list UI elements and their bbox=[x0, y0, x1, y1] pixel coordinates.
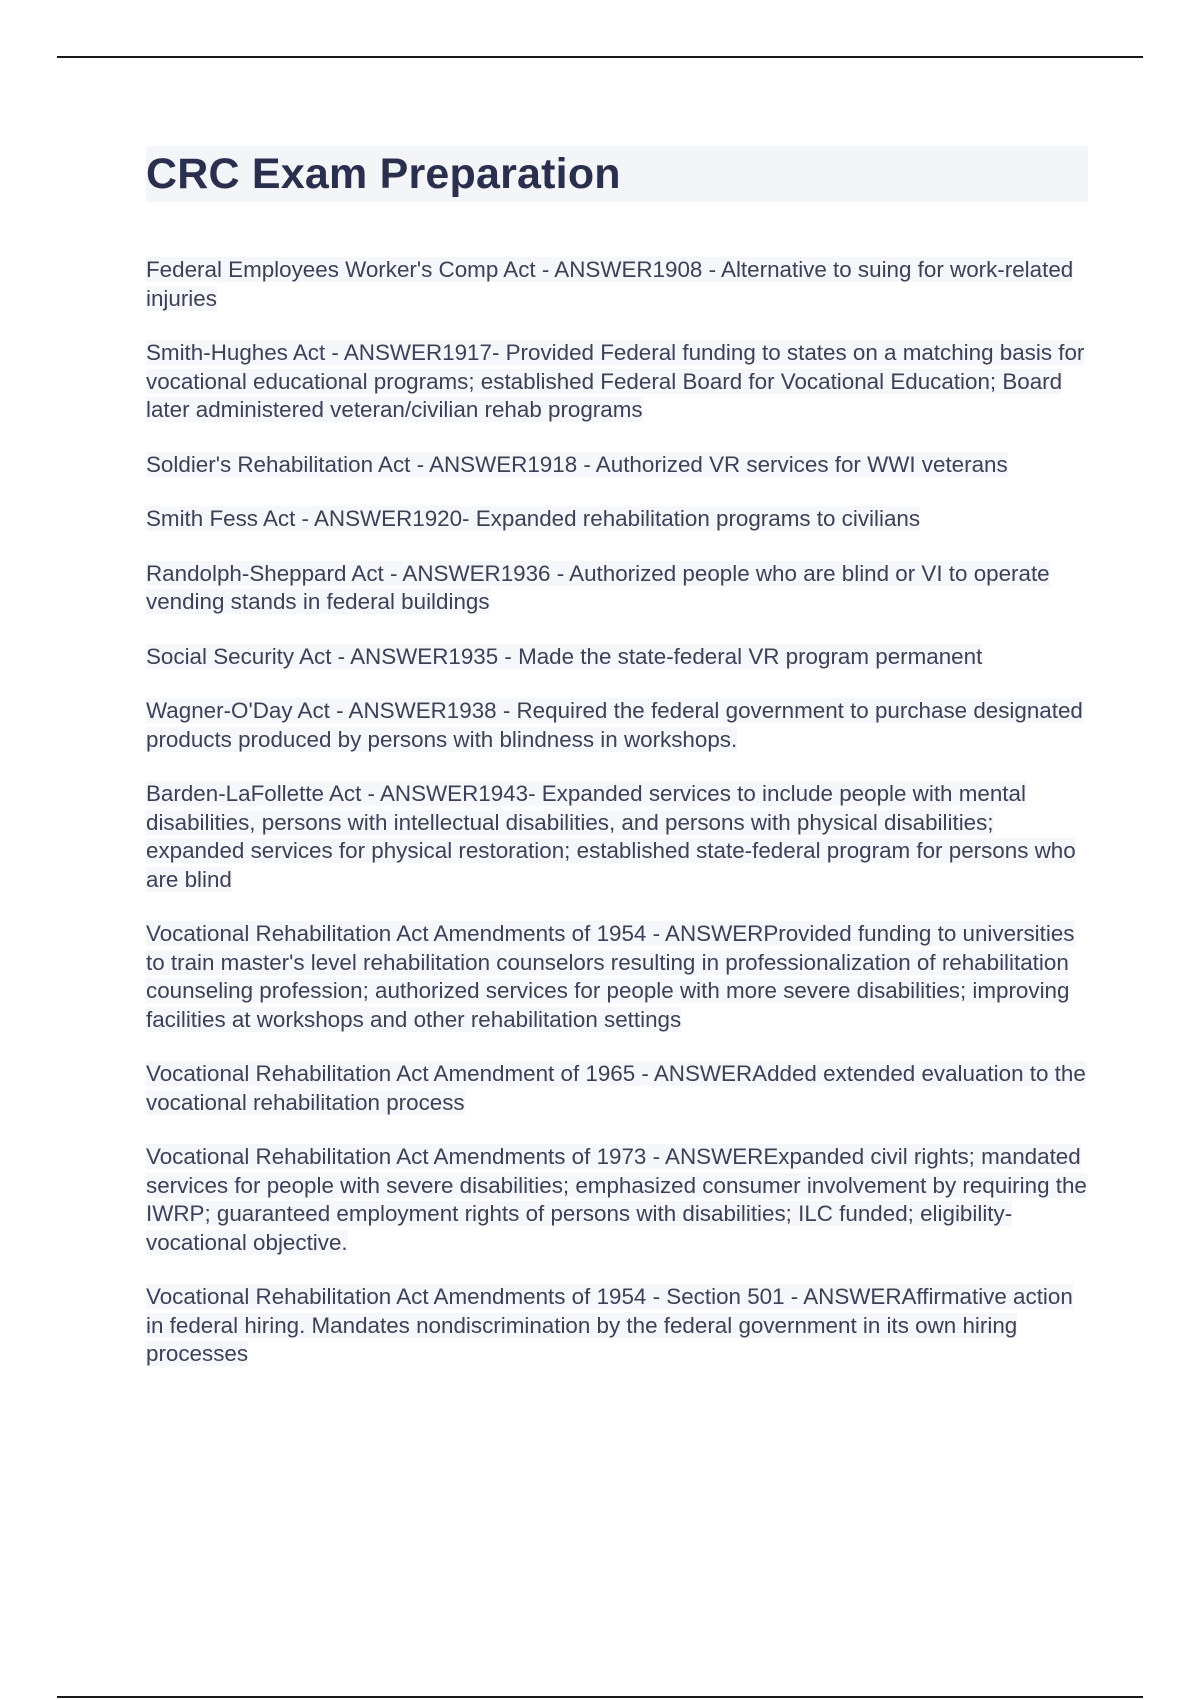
qa-text: Vocational Rehabilitation Act Amendments of 1954 - Section 501 - ANSWERAffirmative action in federal hiring. Mandates nondiscrimination by the federal government in its own hiring processes bbox=[146, 1284, 1073, 1366]
qa-text: Wagner-O'Day Act - ANSWER1938 - Required the federal government to purchase designated products produced by persons with blindness in workshops. bbox=[146, 698, 1083, 752]
qa-list bbox=[146, 256, 1088, 1369]
qa-item bbox=[146, 1283, 1088, 1369]
qa-text: Soldier's Rehabilitation Act - ANSWER1918 - Authorized VR services for WWI veterans bbox=[146, 451, 1008, 477]
qa-item bbox=[146, 560, 1088, 617]
bottom-rule bbox=[57, 1696, 1143, 1698]
qa-text: Barden-LaFollette Act - ANSWER1943- Expanded services to include people with mental disabilities, persons with intellectual disabilities, and persons with physical disabilities; expanded services for physical restoration; established state-federal program for persons who are blind bbox=[146, 781, 1076, 892]
qa-item bbox=[146, 697, 1088, 754]
qa-item bbox=[146, 1060, 1088, 1117]
page-title: CRC Exam Preparation bbox=[146, 149, 621, 198]
qa-item bbox=[146, 643, 1088, 672]
qa-item bbox=[146, 505, 1088, 534]
qa-item bbox=[146, 780, 1088, 894]
qa-text: Social Security Act - ANSWER1935 - Made the state-federal VR program permanent bbox=[146, 643, 983, 669]
qa-item bbox=[146, 920, 1088, 1034]
qa-text: Smith-Hughes Act - ANSWER1917- Provided Federal funding to states on a matching basis for vocational educational programs; established Federal Board for Vocational Education; Board later administered veteran/civilian rehab programs bbox=[146, 340, 1085, 422]
qa-item bbox=[146, 256, 1088, 313]
qa-text: Vocational Rehabilitation Act Amendment of 1965 - ANSWERAdded extended evaluation to the vocational rehabilitation process bbox=[146, 1061, 1086, 1115]
qa-text: Federal Employees Worker's Comp Act - ANSWER1908 - Alternative to suing for work-related injuries bbox=[146, 257, 1074, 311]
top-rule bbox=[57, 56, 1143, 58]
qa-item bbox=[146, 1143, 1088, 1257]
qa-text: Vocational Rehabilitation Act Amendments of 1954 - ANSWERProvided funding to universities to train master's level rehabilitation counselors resulting in professionalization of rehabilitation counseling profession; authorized services for people with more severe disabilities; improving facilities at workshops and other rehabilitation settings bbox=[146, 921, 1075, 1032]
qa-item bbox=[146, 451, 1088, 480]
document-body bbox=[146, 146, 1088, 1395]
qa-text: Smith Fess Act - ANSWER1920- Expanded rehabilitation programs to civilians bbox=[146, 506, 921, 531]
qa-text: Vocational Rehabilitation Act Amendments of 1973 - ANSWERExpanded civil rights; mandated services for people with severe disabilities; emphasized consumer involvement by requiring the IWRP; guaranteed employment rights of persons with disabilities; ILC funded; eligibility-vocational objective. bbox=[146, 1144, 1087, 1255]
title-banner bbox=[146, 146, 1088, 202]
qa-item bbox=[146, 339, 1088, 425]
qa-text: Randolph-Sheppard Act - ANSWER1936 - Authorized people who are blind or VI to operate vending stands in federal buildings bbox=[146, 560, 1050, 614]
